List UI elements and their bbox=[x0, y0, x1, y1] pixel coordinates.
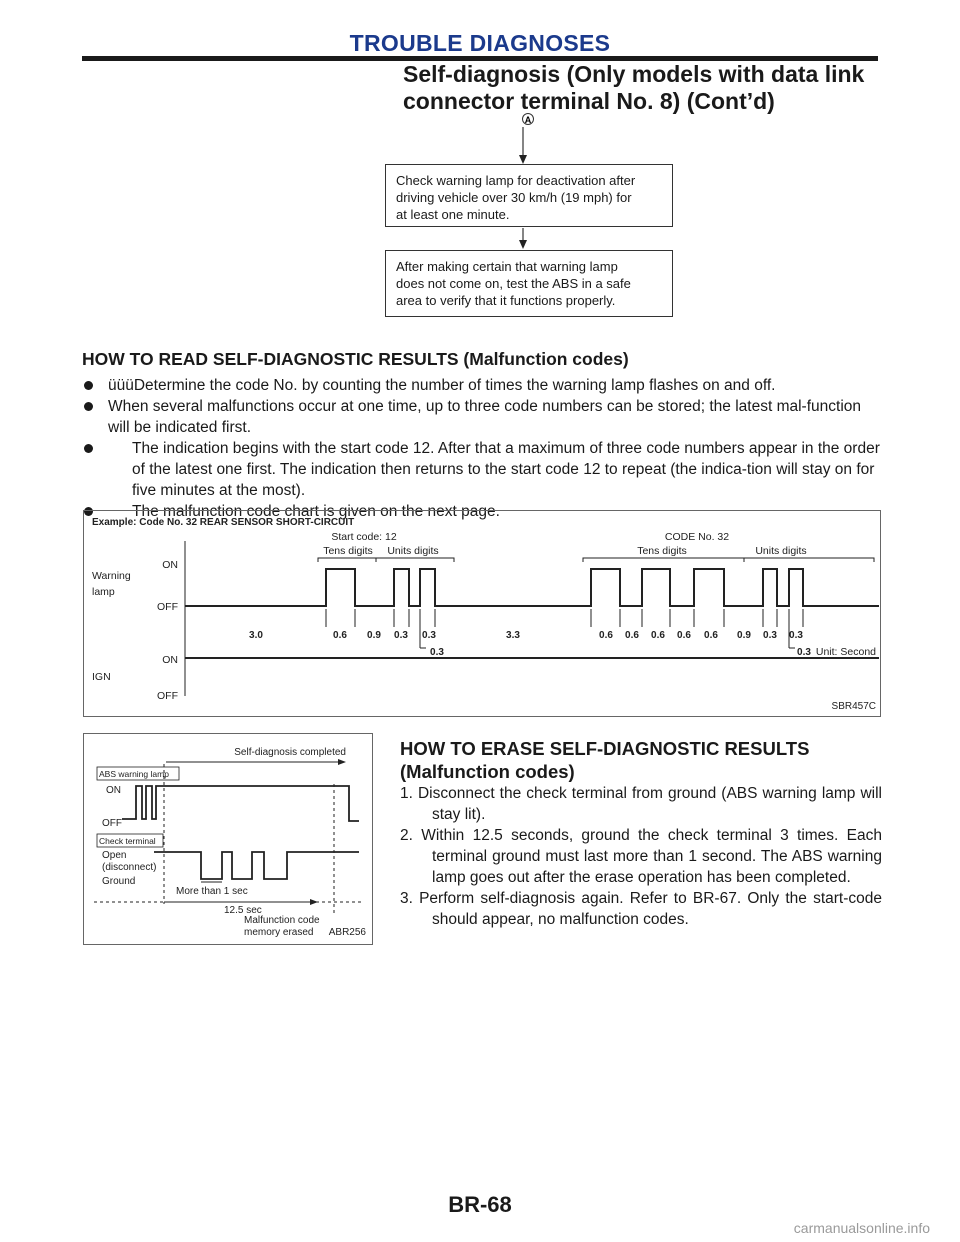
completed-label: Self-diagnosis completed bbox=[234, 747, 346, 758]
svg-text:0.6: 0.6 bbox=[677, 630, 691, 641]
svg-text:0.3: 0.3 bbox=[394, 630, 408, 641]
read-heading: HOW TO READ SELF-DIAGNOSTIC RESULTS (Malfunction codes) bbox=[82, 349, 629, 369]
connector-label: A bbox=[524, 115, 532, 125]
read-bullets bbox=[82, 375, 882, 522]
svg-text:0.3: 0.3 bbox=[430, 647, 444, 658]
lamp-label: lamp bbox=[92, 586, 115, 598]
page-heading-line2: connector terminal No. 8) (Cont’d) bbox=[403, 88, 775, 114]
page-heading-line1: Self-diagnosis (Only models with data link bbox=[403, 61, 865, 87]
step-item: 1. Disconnect the check terminal from ground (ABS warning lamp will stay lit). bbox=[400, 785, 882, 823]
svg-text:0.6: 0.6 bbox=[599, 630, 613, 641]
svg-text:Check terminal: Check terminal bbox=[99, 836, 156, 846]
svg-text:Tens digits: Tens digits bbox=[323, 545, 373, 557]
svg-text:0.9: 0.9 bbox=[737, 630, 751, 641]
list-item: When several malfunctions occur at one time, up to three code numbers can be stored; the latest mal-function will be indicated first. bbox=[82, 396, 882, 438]
watermark: carmanualsonline.info bbox=[793, 1220, 930, 1236]
svg-text:Malfunction code: Malfunction code bbox=[244, 915, 320, 926]
svg-text:ON: ON bbox=[106, 785, 121, 796]
erase-steps bbox=[400, 783, 882, 930]
step-item: 2. Within 12.5 seconds, ground the check terminal 3 times. Each terminal ground must last more than 1 second. The ABS warning lamp goes out after the erase operation has been completed. bbox=[400, 827, 882, 886]
svg-text:Tens digits: Tens digits bbox=[637, 545, 687, 557]
svg-text:Open: Open bbox=[102, 850, 127, 861]
bullet-icon bbox=[84, 444, 93, 453]
svg-text:3.3: 3.3 bbox=[506, 630, 520, 641]
bullet-icon bbox=[84, 381, 93, 390]
arrow-down-icon bbox=[519, 155, 527, 164]
svg-text:0.6: 0.6 bbox=[651, 630, 665, 641]
svg-text:0.6: 0.6 bbox=[704, 630, 718, 641]
step-item: 3. Perform self-diagnosis again. Refer to BR-67. Only the start-code should appear, no malfunction codes. bbox=[400, 890, 882, 928]
svg-text:12.5 sec: 12.5 sec bbox=[224, 905, 262, 916]
page-number: BR-68 bbox=[448, 1192, 512, 1217]
check-terminal-waveform bbox=[154, 852, 359, 879]
abs-lamp-waveform bbox=[122, 786, 359, 821]
svg-text:OFF: OFF bbox=[157, 601, 178, 613]
svg-text:Ground: Ground bbox=[102, 876, 136, 887]
code-32-timing-figure bbox=[83, 510, 881, 717]
erase-timing-figure bbox=[83, 733, 373, 945]
svg-text:More than 1 sec: More than 1 sec bbox=[176, 886, 248, 897]
section-title: TROUBLE DIAGNOSES bbox=[349, 30, 611, 56]
svg-text:0.3: 0.3 bbox=[422, 630, 436, 641]
svg-text:ABS warning lamp: ABS warning lamp bbox=[99, 769, 169, 779]
code-no-label: CODE No. 32 bbox=[664, 531, 730, 543]
svg-text:0.3: 0.3 bbox=[789, 630, 803, 641]
svg-text:OFF: OFF bbox=[102, 818, 122, 829]
svg-text:memory erased: memory erased bbox=[244, 927, 314, 938]
ign-label: IGN bbox=[92, 671, 111, 683]
svg-text:0.3: 0.3 bbox=[797, 647, 811, 658]
arrow-down-icon bbox=[519, 240, 527, 249]
figure-title: Example: Code No. 32 REAR SENSOR SHORT-CIRCUIT bbox=[92, 517, 355, 528]
arrow-right-icon bbox=[338, 759, 346, 765]
warning-lamp-waveform bbox=[185, 569, 879, 606]
unit-label: Unit: Second bbox=[815, 646, 876, 658]
svg-text:ON: ON bbox=[162, 654, 178, 666]
svg-text:(disconnect): (disconnect) bbox=[102, 862, 157, 873]
erase-heading: HOW TO ERASE SELF-DIAGNOSTIC RESULTS (Malfunction codes) bbox=[400, 738, 810, 782]
figure-code: SBR457C bbox=[831, 701, 876, 712]
svg-text:Units digits: Units digits bbox=[387, 545, 439, 557]
start-code-label: Start code: 12 bbox=[331, 531, 397, 543]
svg-text:3.0: 3.0 bbox=[249, 630, 263, 641]
svg-text:0.9: 0.9 bbox=[367, 630, 381, 641]
svg-text:0.3: 0.3 bbox=[763, 630, 777, 641]
svg-text:Units digits: Units digits bbox=[755, 545, 807, 557]
list-item: üüüDetermine the code No. by counting the number of times the warning lamp flashes on and off. bbox=[82, 375, 882, 396]
warning-label: Warning bbox=[92, 570, 131, 582]
list-item: The indication begins with the start code 12. After that a maximum of three code numbers appear in the order of the latest one first. The indication then returns to the start code 12 to repeat (the indica-tion will stay on for five minutes at the most). bbox=[82, 438, 882, 501]
arrow-right-icon bbox=[310, 899, 318, 905]
list-item: The malfunction code chart is given on the next page. bbox=[82, 501, 882, 522]
svg-text:0.6: 0.6 bbox=[625, 630, 639, 641]
figure-code: ABR256 bbox=[328, 927, 366, 938]
bullet-icon bbox=[84, 402, 93, 411]
flow-box-test-abs: After making certain that warning lamp does not come on, test the ABS in a safe area to verify that it functions properly. bbox=[385, 250, 673, 317]
svg-text:OFF: OFF bbox=[157, 690, 178, 702]
svg-text:0.6: 0.6 bbox=[333, 630, 347, 641]
page-heading bbox=[403, 61, 883, 115]
svg-text:ON: ON bbox=[162, 559, 178, 571]
flow-box-check-lamp: Check warning lamp for deactivation after driving vehicle over 30 km/h (19 mph) for at least one minute. bbox=[385, 164, 673, 227]
